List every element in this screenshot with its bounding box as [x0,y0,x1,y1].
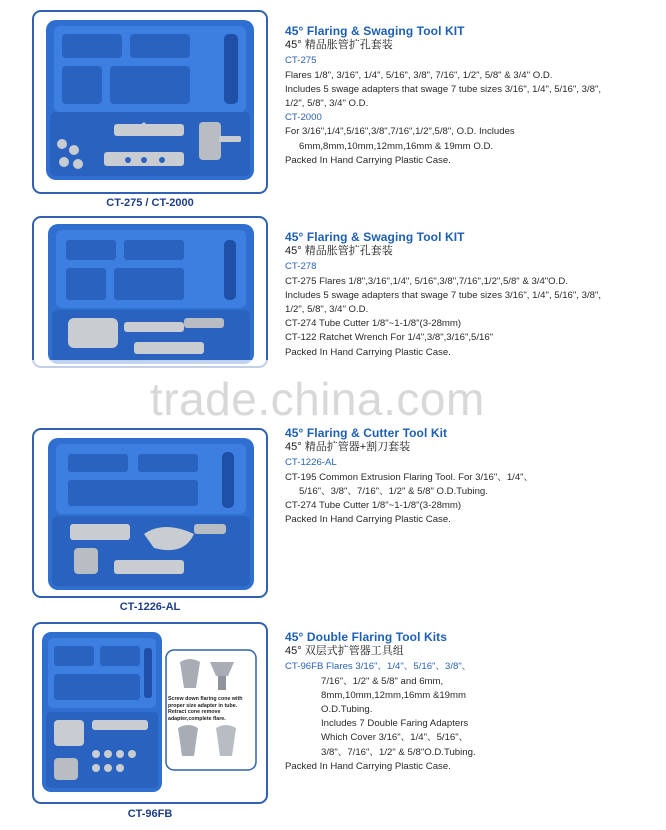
product-title: 45° Flaring & Cutter Tool Kit [285,426,448,440]
product-description [285,24,655,168]
spec-line: CT-2000 [285,112,322,124]
product-title-cn: 45° 精品扩管器+割刀套装 [285,441,411,454]
spec-line: 5/16"、3/8"、7/16"、1/2" & 5/8" O.D.Tubing. [299,485,488,497]
spec-line: CT-275 [285,55,317,67]
product-description [285,230,655,360]
spec-line: 7/16"、1/2" & 5/8" and 6mm, [321,675,444,687]
watermark-text: trade.china.com [150,373,485,425]
product-image-ct278 [32,216,268,368]
spec-line: CT-278 [285,261,317,273]
spec-line: Packed In Hand Carrying Plastic Case. [285,154,451,166]
spec-line: Includes 5 swage adapters that swage 7 tube sizes 3/16", 1/4", 5/16", 3/8", [285,289,602,301]
spec-line: For 3/16",1/4",5/16",3/8",7/16",1/2",5/8", O.D. Includes [285,126,515,138]
spec-line: Packed In Hand Carrying Plastic Case. [285,346,451,358]
product-title: 45° Double Flaring Tool Kits [285,630,448,644]
spec-line: CT-1226-AL [285,457,337,469]
product-description [285,630,655,774]
spec-line: CT-195 Common Extrusion Flaring Tool. For 3/16"、1/4"、 [285,471,534,483]
product-caption: CT-1226-AL [119,601,181,613]
spec-line: 6mm,8mm,10mm,12mm,16mm & 19mm O.D. [299,140,494,152]
product-title-cn: 45° 精品胀管扩孔套装 [285,39,393,52]
spec-line: Flares 1/8", 3/16", 1/4", 5/16", 3/8", 7/16", 1/2", 5/8" & 3/4" O.D. [285,69,553,81]
product-image-ct96fb [32,622,268,804]
spec-line: 3/8"、7/16"、1/2" & 5/8"O.D.Tubing. [321,746,476,758]
spec-line: CT-274 Tube Cutter 1/8"~1-1/8"(3-28mm) [285,318,462,330]
inset-note: Screw down flaring cone with proper size adapter in tube. Retract cone remove adapter,complete flare. [168,696,243,722]
spec-line: Packed In Hand Carrying Plastic Case. [285,760,451,772]
spec-line: CT-96FB Flares 3/16"、1/4"、5/16"、3/8"、 [285,661,472,673]
spec-line: O.D.Tubing. [321,704,373,716]
spec-line: Includes 5 swage adapters that swage 7 tube sizes 3/16", 1/4", 5/16", 3/8", [285,83,602,95]
spec-line: CT-122 Ratchet Wrench For 1/4",3/8",3/16",5/16" [285,332,494,344]
spec-line: CT-274 Tube Cutter 1/8"~1-1/8"(3-28mm) [285,500,462,512]
spec-line: Includes 7 Double Faring Adapters [321,718,469,730]
product-title: 45° Flaring & Swaging Tool KIT [285,230,465,244]
product-caption: CT-275 / CT-2000 [106,197,194,209]
spec-line: Packed In Hand Carrying Plastic Case. [285,514,451,526]
product-image-ct1226al [32,428,268,598]
product-title-cn: 45° 精品胀管扩孔套装 [285,245,393,258]
product-title: 45° Flaring & Swaging Tool KIT [285,24,465,38]
spec-line: 1/2", 5/8", 3/4" O.D. [285,98,369,110]
product-title-cn: 45° 双层式扩管器工具组 [285,645,404,658]
spec-line: 8mm,10mm,12mm,16mm &19mm [321,689,466,701]
spec-line: Which Cover 3/16"、1/4"、5/16"、 [321,732,469,744]
spec-line: 1/2", 5/8", 3/4" O.D. [285,304,369,316]
spec-line: CT-275 Flares 1/8",3/16",1/4", 5/16",3/8",7/16",1/2",5/8" & 3/4"O.D. [285,275,568,287]
product-description [285,426,655,527]
product-caption: CT-96FB [127,808,173,820]
product-image-ct275 [32,10,268,194]
